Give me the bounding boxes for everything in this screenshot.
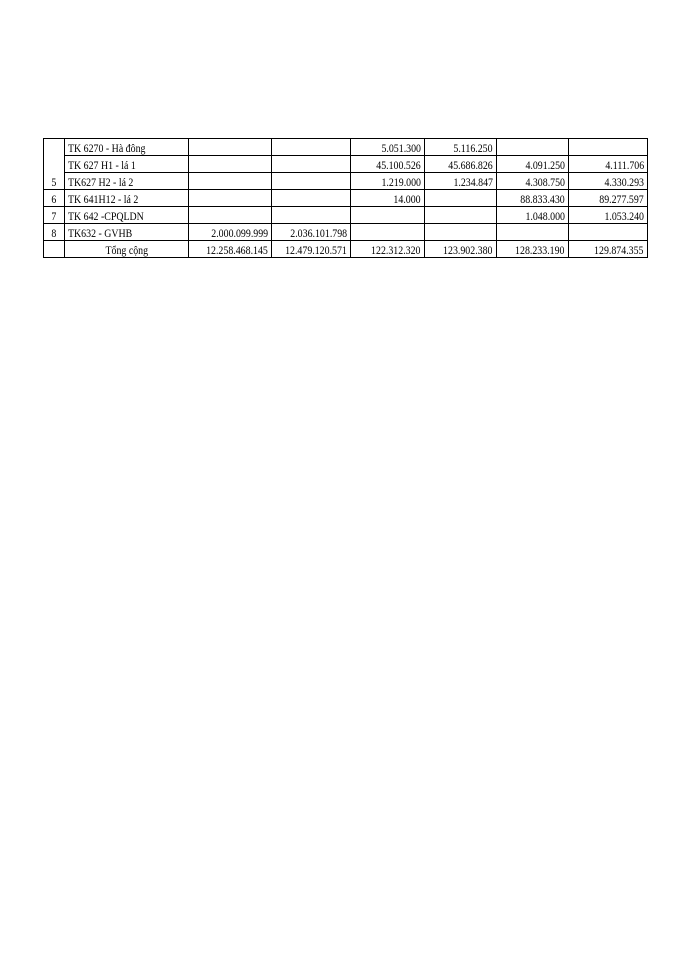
account-name-cell — [65, 224, 189, 241]
value-cell-5 — [496, 224, 568, 241]
total-value-5: 128.233.190 — [496, 241, 568, 258]
account-name: TK632 - GVHB — [68, 227, 133, 240]
account-name: TK 6270 - Hà đông — [68, 142, 146, 155]
value-cell-6: 4.111.706 — [568, 156, 647, 173]
value-cell-4 — [424, 224, 496, 241]
total-value-2: 12.479.120.571 — [272, 241, 351, 258]
value-cell-6: 4.330.293 — [568, 173, 647, 190]
value-cell-5: 4.308.750 — [496, 173, 568, 190]
total-value-6: 129.874.355 — [568, 241, 647, 258]
value-cell-4: 45.686.826 — [424, 156, 496, 173]
total-label: Tổng cộng — [105, 244, 148, 257]
table-row — [44, 224, 648, 241]
row-number: 6 — [51, 193, 57, 206]
account-name-cell — [65, 139, 189, 156]
value-cell-2 — [272, 156, 351, 173]
account-ledger-table — [43, 138, 648, 258]
table-row — [44, 156, 648, 173]
value-cell-2 — [272, 190, 351, 207]
table-row — [44, 173, 648, 190]
value-cell-5 — [496, 139, 568, 156]
value-cell-3 — [350, 207, 424, 224]
value-cell-6 — [568, 139, 647, 156]
value-cell-3: 1.219.000 — [350, 173, 424, 190]
value-cell-4 — [424, 207, 496, 224]
account-name-cell — [65, 190, 189, 207]
account-name: TK 641H12 - lá 2 — [68, 193, 139, 206]
total-value-1: 12.258.468.145 — [189, 241, 272, 258]
account-name-cell — [65, 156, 189, 173]
row-number-cell — [44, 207, 65, 224]
table-row — [44, 139, 648, 156]
row-number: 7 — [51, 210, 57, 223]
row-number-cell — [44, 190, 65, 207]
value-cell-3: 5.051.300 — [350, 139, 424, 156]
value-cell-1 — [189, 190, 272, 207]
value-cell-2: 2.036.101.798 — [272, 224, 351, 241]
value-cell-6 — [568, 224, 647, 241]
value-cell-6: 89.277.597 — [568, 190, 647, 207]
row-number: 8 — [51, 227, 57, 240]
value-cell-4 — [424, 190, 496, 207]
value-cell-6: 1.053.240 — [568, 207, 647, 224]
value-cell-5: 88.833.430 — [496, 190, 568, 207]
value-cell-3 — [350, 224, 424, 241]
value-cell-1 — [189, 207, 272, 224]
table-row — [44, 207, 648, 224]
value-cell-5: 4.091.250 — [496, 156, 568, 173]
value-cell-5: 1.048.000 — [496, 207, 568, 224]
value-cell-1: 2.000.099.999 — [189, 224, 272, 241]
account-name: TK627 H2 - lá 2 — [68, 176, 134, 189]
value-cell-1 — [189, 173, 272, 190]
value-cell-1 — [189, 139, 272, 156]
row-number-cell — [44, 139, 65, 190]
row-number: 5 — [51, 176, 57, 189]
total-label-cell — [65, 241, 189, 258]
value-cell-2 — [272, 139, 351, 156]
total-row — [44, 241, 648, 258]
value-cell-3: 45.100.526 — [350, 156, 424, 173]
value-cell-2 — [272, 207, 351, 224]
account-name: TK 642 -CPQLDN — [68, 210, 144, 223]
total-value-3: 122.312.320 — [350, 241, 424, 258]
account-name-cell — [65, 173, 189, 190]
value-cell-4: 1.234.847 — [424, 173, 496, 190]
account-name-cell — [65, 207, 189, 224]
value-cell-1 — [189, 156, 272, 173]
account-name: TK 627 H1 - lá 1 — [68, 159, 136, 172]
row-number-cell — [44, 241, 65, 258]
row-number-cell — [44, 224, 65, 241]
total-value-4: 123.902.380 — [424, 241, 496, 258]
value-cell-3: 14.000 — [350, 190, 424, 207]
value-cell-2 — [272, 173, 351, 190]
value-cell-4: 5.116.250 — [424, 139, 496, 156]
table-row — [44, 190, 648, 207]
